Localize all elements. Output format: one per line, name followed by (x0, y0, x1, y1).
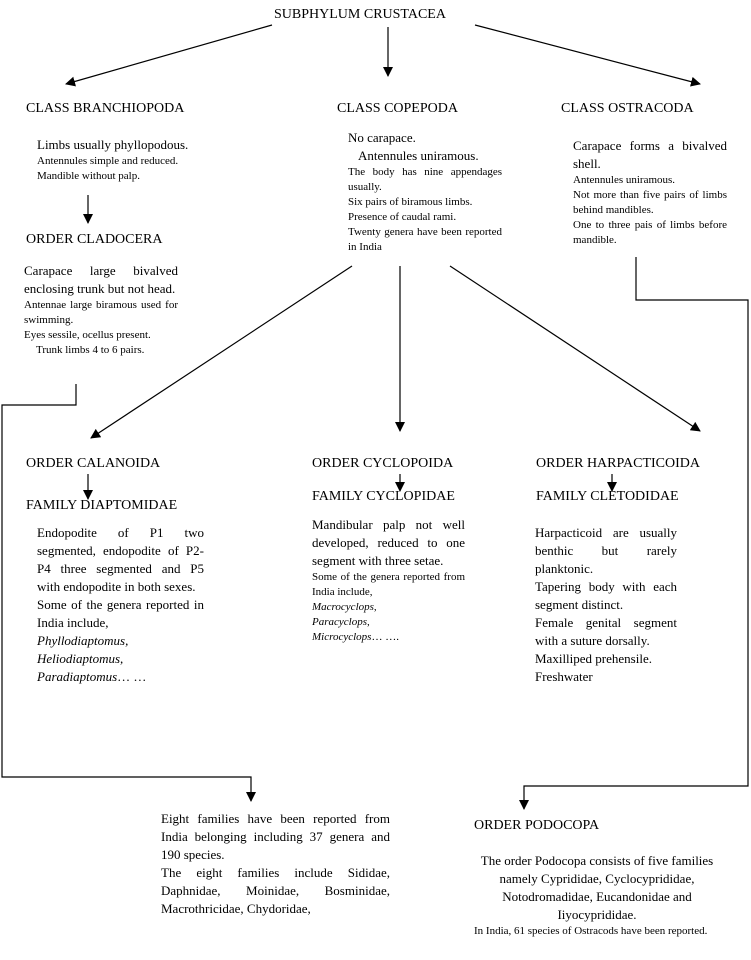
harpacticoida-trait: Harpacticoid are usually benthic but rarely planktonic. (535, 525, 677, 576)
family-diaptomidae-title: FAMILY DIAPTOMIDAE (26, 498, 178, 513)
branchiopoda-limbs: Limbs usually phyllopodous. (37, 137, 189, 152)
podocopa-desc: The order Podocopa consists of five families namely Cyprididae, Cyclocyprididae, Notodromadidae, Eucandonidae and Iiyocyprididae. (480, 853, 714, 922)
cladocera-detail: Trunk limbs 4 to 6 pairs. (36, 344, 145, 356)
cladocera-families-line: Eight families have been reported from India belonging including 37 genera and 190 species. (161, 811, 390, 862)
order-podocopa-title: ORDER PODOCOPA (474, 818, 600, 833)
cladocera-detail: Eyes sessile, ocellus present. (24, 329, 151, 341)
ostracoda-detail: One to three pais of limbs before mandible. (573, 219, 727, 246)
class-branchiopoda-title: CLASS BRANCHIOPODA (26, 101, 185, 116)
branchiopoda-detail: Mandible without palp. (37, 170, 140, 182)
cyclopoida-genus: Paracyclops, (312, 616, 370, 628)
ostracoda-description (573, 137, 727, 248)
copepoda-line: Antennules uniramous. (358, 148, 479, 163)
cyclopoida-genus: Microcyclops (312, 631, 372, 643)
order-calanoida-title: ORDER CALANOIDA (26, 456, 161, 471)
harpacticoida-trait: Maxilliped prehensile. (535, 651, 652, 666)
arrow-root-branchiopoda (66, 25, 272, 84)
family-cyclopidae-title: FAMILY CYCLOPIDAE (312, 489, 455, 504)
order-cladocera-title: ORDER CLADOCERA (26, 232, 163, 247)
root-title: SUBPHYLUM CRUSTACEA (274, 7, 446, 22)
class-copepoda-title: CLASS COPEPODA (337, 101, 458, 116)
branchiopoda-description (37, 136, 216, 184)
cladocera-families-line: The eight families include Sididae, Daphnidae, Moinidae, Bosminidae, Macrothricidae, Chydoridae, (161, 865, 390, 916)
copepoda-detail: Six pairs of biramous limbs. (348, 196, 473, 208)
copepoda-description (348, 129, 502, 255)
ostracoda-detail: Antennules uniramous. (573, 174, 676, 186)
calanoida-genera-intro: Some of the genera reported in India include, (37, 597, 204, 630)
cladocera-carapace: Carapace large bivalved enclosing trunk but not head. (24, 263, 178, 296)
podocopa-note: In India, 61 species of Ostracods have been reported. (474, 925, 708, 937)
order-harpacticoida-title: ORDER HARPACTICOIDA (536, 456, 701, 471)
ostracoda-carapace: Carapace forms a bivalved shell. (573, 138, 727, 171)
calanoida-ellipsis: … … (117, 669, 147, 684)
copepoda-line: No carapace. (348, 130, 416, 145)
ostracoda-detail: Not more than five pairs of limbs behind mandibles. (573, 189, 727, 216)
cyclopoida-ellipsis: … …. (371, 631, 399, 643)
copepoda-detail: The body has nine appendages usually. (348, 166, 502, 193)
cyclopoida-genus: Macrocyclops, (312, 601, 377, 613)
cladocera-detail: Antennae large biramous used for swimming. (24, 299, 178, 326)
branchiopoda-detail: Antennules simple and reduced. (37, 155, 179, 167)
class-ostracoda-title: CLASS OSTRACODA (561, 101, 694, 116)
copepoda-detail: Presence of caudal rami. (348, 211, 457, 223)
copepoda-detail: Twenty genera have been reported in India (348, 226, 502, 253)
arrow-copepoda-harpacticoida (450, 266, 700, 431)
harpacticoida-trait: Female genital segment with a suture dorsally. (535, 615, 677, 648)
calanoida-genus: Paradiaptomus (37, 669, 118, 684)
podocopa-description (474, 852, 720, 958)
harpacticoida-trait: Freshwater (535, 669, 593, 684)
cyclopoida-desc: Mandibular palp not well developed, reduced to one segment with three setae. (312, 517, 465, 568)
cladocera-families-description (161, 810, 390, 920)
harpacticoida-trait: Tapering body with each segment distinct. (535, 579, 677, 612)
cladocera-description (24, 262, 178, 358)
calanoida-genus: Heliodiaptomus, (37, 651, 124, 666)
calanoida-description (37, 524, 204, 686)
order-cyclopoida-title: ORDER CYCLOPOIDA (312, 456, 454, 471)
calanoida-desc: Endopodite of P1 two segmented, endopodite of P2-P4 three segmented and P5 with endopodite in both sexes. (37, 525, 204, 594)
family-cletodidae-title: FAMILY CLETODIDAE (536, 489, 679, 504)
harpacticoida-description (535, 524, 677, 686)
calanoida-genus: Phyllodiaptomus, (37, 633, 129, 648)
cyclopoida-genera-intro: Some of the genera reported from India include, (312, 571, 465, 598)
cyclopoida-description (312, 516, 465, 645)
arrow-root-ostracoda (475, 25, 700, 84)
